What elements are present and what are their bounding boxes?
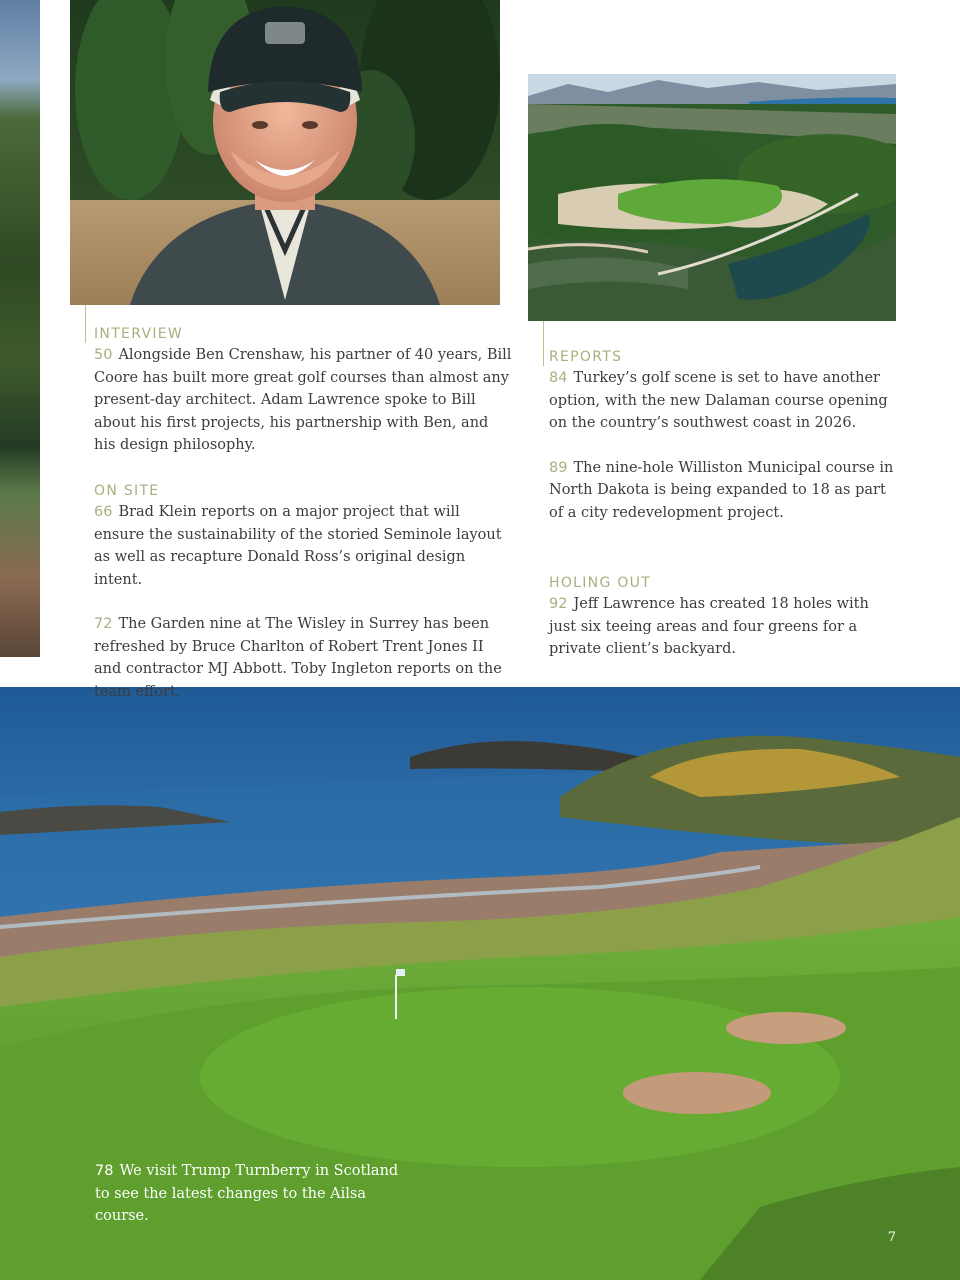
page-number: 72: [94, 616, 113, 632]
turnberry-caption[interactable]: [95, 1160, 415, 1228]
reports-divider-rule: [543, 321, 544, 366]
entry-text: Jeff Lawrence has created 18 holes with just six teeing areas and four greens for a private client’s backyard.: [549, 596, 869, 657]
page-number: 89: [549, 459, 568, 476]
dalaman-aerial-photo: [528, 74, 896, 321]
interview-divider-rule: [85, 305, 86, 343]
reports-section: [549, 349, 899, 524]
contents-entry[interactable]: [549, 457, 899, 525]
bill-coore-portrait-photo: [70, 0, 500, 305]
interview-section: [94, 326, 512, 457]
holing-out-section: [549, 575, 879, 661]
reports-label: REPORTS: [549, 349, 623, 365]
on-site-section: [94, 483, 512, 703]
entry-text: Alongside Ben Crenshaw, his partner of 40 years, Bill Coore has built more great golf courses than almost any present-day architect. Adam Lawrence spoke to Bill about his first projects, his partnership with Ben, and his design philosophy.: [94, 347, 512, 453]
contents-entry[interactable]: [94, 344, 512, 457]
caption-text: We visit Trump Turnberry in Scotland to see the latest changes to the Ailsa course.: [95, 1163, 399, 1224]
page-number: 84: [549, 370, 568, 386]
contents-entry[interactable]: [94, 613, 512, 703]
page-number: 78: [95, 1163, 114, 1179]
contents-entry[interactable]: [549, 367, 899, 435]
entry-text: Brad Klein reports on a major project that will ensure the sustainability of the storied Seminole layout as well as recapture Donald Ross’s original design intent.: [94, 504, 502, 588]
page-number: 92: [549, 596, 568, 612]
interview-label: INTERVIEW: [94, 326, 184, 342]
folio-page-number: 7: [887, 1230, 896, 1245]
holing-out-label: HOLING OUT: [549, 575, 652, 591]
entry-text: The nine-hole Williston Municipal course in North Dakota is being expanded to 18 as part of a city redevelopment project.: [549, 459, 894, 521]
contents-entry[interactable]: [94, 501, 512, 591]
entry-text: Turkey’s golf scene is set to have another option, with the new Dalaman course opening on the country’s southwest coast in 2026.: [549, 370, 888, 431]
contents-entry[interactable]: [549, 593, 879, 661]
left-edge-photo: [0, 0, 40, 657]
page-number: 50: [94, 347, 113, 363]
entry-text: The Garden nine at The Wisley in Surrey has been refreshed by Bruce Charlton of Robert Trent Jones II and contractor MJ Abbott. Toby Ingleton reports on the team effort.: [94, 616, 502, 700]
page-number: 66: [94, 504, 113, 520]
on-site-label: ON SITE: [94, 483, 160, 499]
